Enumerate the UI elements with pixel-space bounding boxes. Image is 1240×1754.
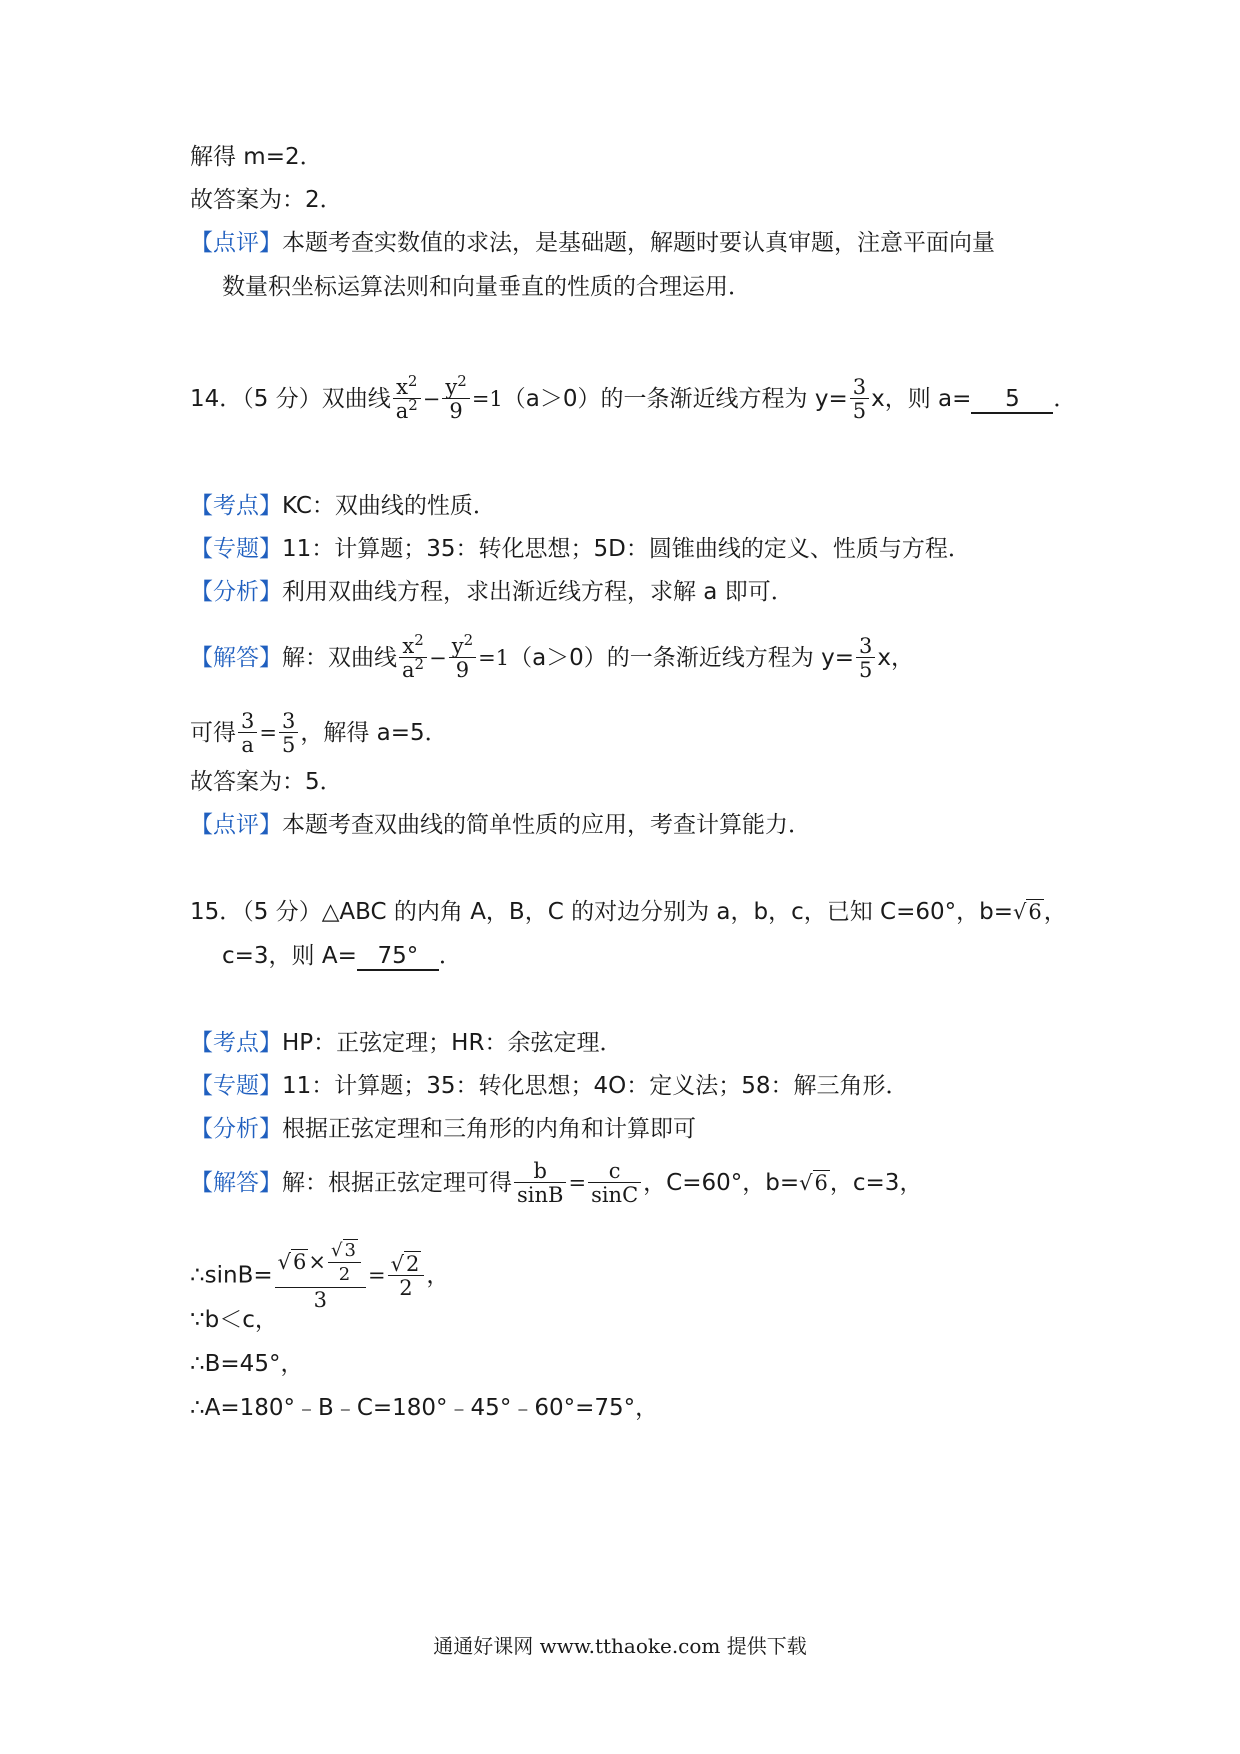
fraction: $\frac{y^2}{9}$ [449, 635, 476, 682]
fraction: $\frac{x^2}{a^2}$ [399, 635, 427, 682]
zhuanti-line: 【专题】11：计算题；35：转化思想；4O：定义法；58：解三角形． [190, 1073, 909, 1099]
fraction: $\frac{3}{5}$ [850, 376, 869, 423]
sqrt: √6 [1013, 900, 1042, 924]
sqrt: √6 [799, 1171, 828, 1195]
text-line: 数量积坐标运算法则和向量垂直的性质的合理运用． [222, 274, 751, 300]
comment-tag: 【点评】 [190, 230, 282, 256]
page-footer: 通通好课网 www.tthaoke.com 提供下载 [433, 1634, 807, 1658]
fraction: $\frac{x^2}{a^2}$ [393, 376, 421, 423]
jieda-line: 【解答】解：根据正弦定理可得 $\frac{b}{\sin B}$ = $\frac{c}{\sin C}$ ，C=60°，b=√6，c=3， [190, 1159, 923, 1207]
comment-line: 【点评】本题考查实数值的求法，是基础题，解题时要认真审题，注意平面向量 [190, 230, 995, 256]
zhuanti-line: 【专题】11：计算题；35：转化思想；5D：圆锥曲线的定义、性质与方程． [190, 536, 971, 562]
question-15: 15．（5 分）△ABC 的内角 A，B，C 的对边分别为 a，b，c，已知 C=60°，b=√6， [190, 899, 1067, 925]
text-line: 解得 m=2． [190, 144, 323, 170]
text-line: ∴A=180°﹣B﹣C=180°﹣45°﹣60°=75°， [190, 1395, 659, 1421]
fraction: $\frac{√2}{2}$ [388, 1253, 425, 1300]
fraction: $\frac{3}{5}$ [856, 635, 875, 682]
text-line: 故答案为：5． [190, 769, 343, 795]
sinb-line: ∴sinB= √6× $\frac{√ 3}{2}$ 3 = $\frac{√2}{2}$ ， [190, 1240, 450, 1312]
fraction: √6× $\frac{√ 3}{2}$ 3 [275, 1240, 366, 1312]
fenxi-line: 【分析】根据正弦定理和三角形的内角和计算即可 [190, 1116, 696, 1142]
kaodian-line: 【考点】HP：正弦定理；HR：余弦定理． [190, 1030, 623, 1056]
text-line: ∴B=45°， [190, 1351, 304, 1377]
question-15-line2: c=3，则 A= 75° ． [222, 943, 462, 969]
text-line: ∵b＜c， [190, 1307, 278, 1333]
text-line: 故答案为：2． [190, 187, 343, 213]
fraction: $\frac{3}{a}$ [238, 710, 257, 757]
question-14: 14．（5 分）双曲线 $\frac{x^2}{a^2}$ − $\frac{y^2}{9}$ =1（a＞0）的一条渐近线方程为 y= $\frac{3}{5}$ x，则 a= 5 ． [190, 372, 1077, 423]
fraction: $\frac{c}{\sin C}$ [588, 1160, 641, 1207]
jieda-line: 【解答】解：双曲线 $\frac{x^2}{a^2}$ − $\frac{y^2}{9}$ =1（a＞0）的一条渐近线方程为 y= $\frac{3}{5}$ x， [190, 631, 914, 682]
comment-line: 【点评】本题考查双曲线的简单性质的应用，考查计算能力． [190, 812, 811, 838]
fraction: $\frac{3}{5}$ [279, 710, 298, 757]
fenxi-line: 【分析】利用双曲线方程，求出渐近线方程，求解 a 即可． [190, 579, 794, 605]
fraction: $\frac{y^2}{9}$ [442, 376, 469, 423]
text-line: 可得 $\frac{3}{a}$ = $\frac{3}{5}$ ，解得 a=5． [190, 709, 448, 757]
answer-blank: 75° [357, 943, 439, 971]
kaodian-line: 【考点】KC：双曲线的性质． [190, 493, 496, 519]
fraction: $\frac{b}{\sin B}$ [514, 1160, 566, 1207]
answer-blank: 5 [971, 386, 1053, 414]
